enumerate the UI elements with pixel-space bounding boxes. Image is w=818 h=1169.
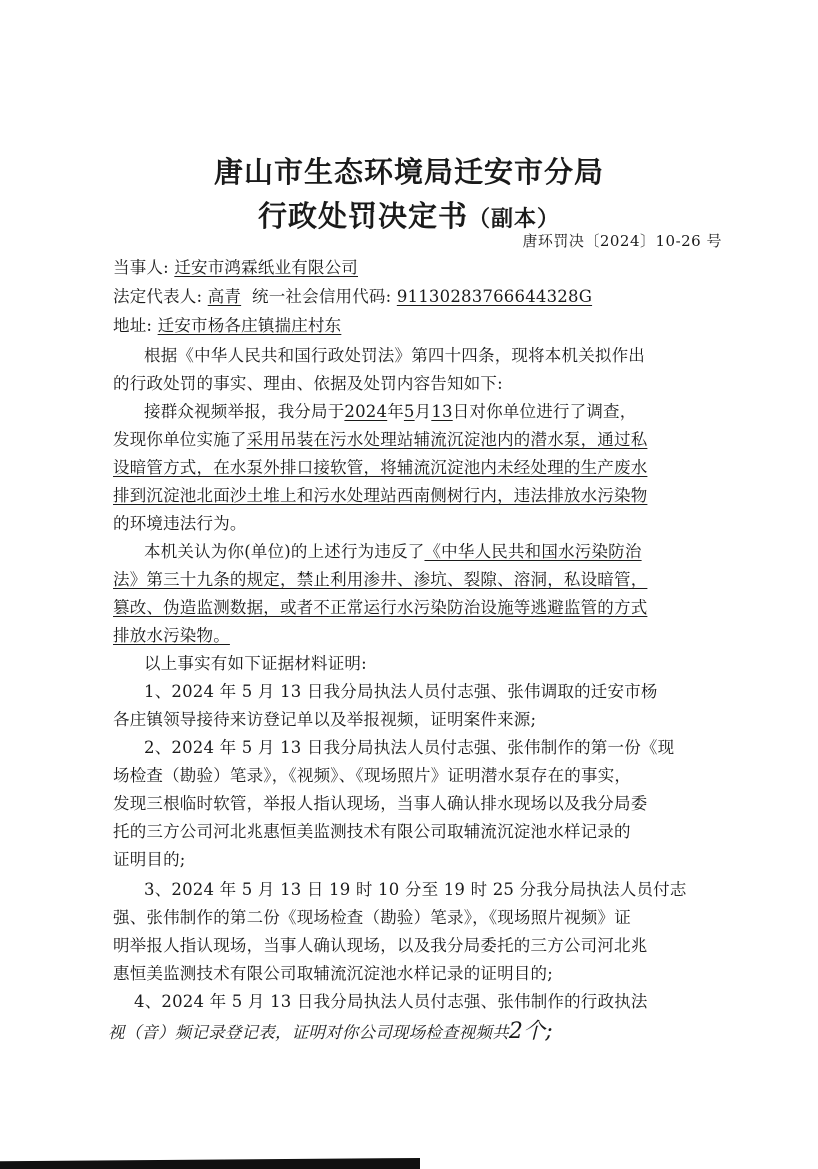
credit-code-label: 统一社会信用代码: [252,287,392,306]
violation-text: 采用吊装在污水处理站辅流沉淀池内的潜水泵，通过私 [246,430,648,449]
paragraph-line: 以上事实有如下证据材料证明: [144,654,367,673]
paragraph-line [113,428,723,452]
evidence-line: 1、2024 年 5 月 13 日我分局执法人员付志强、张伟调取的迁安市杨 [144,682,658,701]
law-text: 《中华人民共和国水污染防治 [424,542,642,561]
text-span: 视（音）频记录登记表，证明对你公司现场检查视频共 [108,1023,509,1042]
date-day: 13 [431,402,453,421]
evidence-line-handwritten [108,1020,718,1045]
document-number: 唐环罚决〔2024〕10-26 号 [522,232,722,250]
law-text: 排放水污染物。 [113,626,230,645]
text-span: 本机关认为你(单位)的上述行为违反了 [144,542,425,561]
date-year: 2024 [344,402,388,421]
violation-text: 排到沉淀池北面沙土堆上和污水处理站西南侧树行内，违法排放水污染物 [113,486,648,505]
video-count: 2个; [508,1019,553,1044]
evidence-line: 2、2024 年 5 月 13 日我分局执法人员付志强、张伟制作的第一份《现 [144,738,675,757]
text-span: 接群众视频举报，我分局于 [144,402,345,421]
law-text: 法》第三十九条的规定，禁止利用渗井、渗坑、裂隙、溶洞，私设暗管， [113,570,648,589]
evidence-line: 明举报人指认现场，当事人确认现场，以及我分局委托的三方公司河北兆 [113,936,648,955]
evidence-line: 惠恒美监测技术有限公司取辅流沉淀池水样记录的证明目的; [113,964,553,983]
representative-line [113,285,723,309]
violation-text: 设暗管方式，在水泵外排口接软管，将辅流沉淀池内未经处理的生产废水 [113,458,648,477]
evidence-line: 证明目的; [113,850,186,869]
representative-label: 法定代表人: [113,287,203,306]
evidence-line: 各庄镇领导接待来访登记单以及举报视频，证明案件来源; [113,710,537,729]
text-span: 发现你单位实施了 [113,430,247,449]
subtitle-copy-mark: （副本） [468,206,561,232]
evidence-line: 3、2024 年 5 月 13 日 19 时 10 分至 19 时 25 分我分局执法人员付志 [144,880,687,899]
representative-name: 高青 [207,287,242,306]
evidence-line: 强、张伟制作的第二份《现场检查（勘验）笔录》，《现场照片视频》证 [113,908,631,927]
paragraph-line [144,540,724,564]
subtitle-main: 行政处罚决定书 [257,199,468,233]
credit-code: 91130283766644328G [396,287,593,306]
evidence-line: 4、2024 年 5 月 13 日我分局执法人员付志强、张伟制作的行政执法 [134,992,648,1011]
scan-edge-shadow [0,1158,420,1169]
party-line [113,256,723,280]
evidence-line: 发现三根临时软管，举报人指认现场，当事人确认排水现场以及我分局委 [113,794,648,813]
date-month: 5 [403,402,415,421]
evidence-line: 托的三方公司河北兆惠恒美监测技术有限公司取辅流沉淀池水样记录的 [113,822,631,841]
address-label: 地址: [113,316,153,335]
text-span: 日对你单位进行了调查， [452,402,637,421]
document-subtitle [0,194,818,235]
paragraph-line: 的环境违法行为。 [113,514,247,533]
address-value: 迁安市杨各庄镇揣庄村东 [157,316,342,335]
law-text: 篡改、伪造监测数据，或者不正常运行水污染防治设施等逃避监管的方式 [113,598,648,617]
text-span: 月 [414,402,432,421]
paragraph-line: 的行政处罚的事实、理由、依据及处罚内容告知如下: [113,374,503,393]
text-span: 年 [387,402,404,421]
paragraph-line: 根据《中华人民共和国行政处罚法》第四十四条，现将本机关拟作出 [144,346,645,365]
party-label: 当事人: [113,258,169,277]
party-name: 迁安市鸿霖纸业有限公司 [174,258,359,277]
document-title: 唐山市生态环境局迁安市分局 [213,155,604,189]
address-line [113,314,723,338]
paragraph-line [144,400,724,424]
evidence-line: 场检查（勘验）笔录》，《视频》、《现场照片》证明潜水泵存在的事实， [113,766,632,785]
